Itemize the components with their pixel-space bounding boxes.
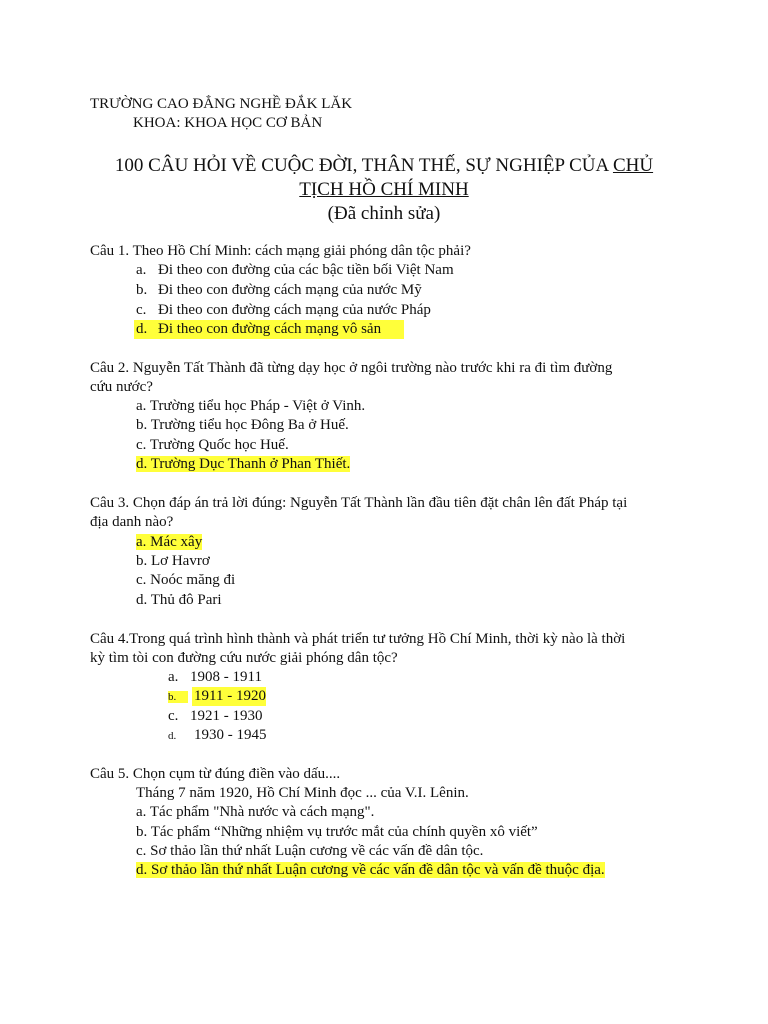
q4-option-b bbox=[168, 687, 266, 707]
q4-question-line1: Câu 4.Trong quá trình hình thành và phát triển tư tưởng Hồ Chí Minh, thời kỳ nào là thời bbox=[90, 631, 626, 647]
q1-option-b-text: Đi theo con đường cách mạng của nước Mỹ bbox=[158, 282, 422, 298]
q1-option-b bbox=[136, 281, 422, 300]
q4-option-c bbox=[168, 707, 263, 726]
q1-option-c-label: c. bbox=[136, 302, 147, 318]
q3-option-c: c. Noóc măng đi bbox=[136, 572, 236, 588]
q2-option-a: a. Trường tiểu học Pháp - Việt ở Vinh. bbox=[136, 398, 366, 414]
q4-option-c-text: 1921 - 1930 bbox=[190, 708, 263, 724]
q1-option-a-text: Đi theo con đường của các bậc tiền bối Việt Nam bbox=[158, 262, 454, 278]
q1-option-d-label: d. bbox=[136, 321, 148, 337]
q4-option-d-text: 1930 - 1945 bbox=[194, 727, 267, 743]
q1-question: Câu 1. Theo Hồ Chí Minh: cách mạng giải phóng dân tộc phải? bbox=[90, 243, 471, 259]
q4-option-c-label: c. bbox=[168, 708, 179, 724]
q5-option-a: a. Tác phẩm "Nhà nước và cách mạng". bbox=[136, 804, 375, 820]
q4-option-d-label: d. bbox=[168, 730, 177, 742]
q4-option-b-label: b. bbox=[168, 691, 188, 703]
q3-option-a: a. Mác xây bbox=[136, 534, 203, 550]
q1-option-a bbox=[136, 261, 454, 280]
q3-option-d: d. Thủ đô Pari bbox=[136, 592, 222, 608]
q5-prompt: Tháng 7 năm 1920, Hồ Chí Minh đọc ... của V.I. Lênin. bbox=[136, 785, 469, 801]
q1-option-b-label: b. bbox=[136, 282, 148, 298]
q5-question: Câu 5. Chọn cụm từ đúng điền vào dấu.... bbox=[90, 766, 341, 782]
q1-option-c-text: Đi theo con đường cách mạng của nước Pháp bbox=[158, 302, 431, 318]
q2-option-b: b. Trường tiểu học Đông Ba ở Huế. bbox=[136, 417, 349, 433]
q4-option-a-text: 1908 - 1911 bbox=[190, 669, 262, 685]
q5-option-c: c. Sơ thảo lần thứ nhất Luận cương về các vấn đề dân tộc. bbox=[136, 843, 484, 859]
q4-option-b-text: 1911 - 1920 bbox=[194, 688, 266, 704]
q2-question-line2: cứu nước? bbox=[90, 379, 153, 395]
q5-option-d: d. Sơ thảo lần thứ nhất Luận cương về các vấn đề dân tộc và vấn đề thuộc địa. bbox=[136, 862, 605, 878]
q2-question-line1: Câu 2. Nguyễn Tất Thành đã từng dạy học ở ngôi trường nào trước khi ra đi tìm đường bbox=[90, 360, 613, 376]
title-line2-text: TỊCH HỒ CHÍ MINH bbox=[299, 179, 469, 200]
q3-option-b: b. Lơ Havrơ bbox=[136, 553, 210, 569]
title-line1-underlined: CHỦ bbox=[612, 155, 654, 176]
title-subtitle: (Đã chỉnh sửa) bbox=[327, 203, 441, 224]
q2-option-c: c. Trường Quốc học Huế. bbox=[136, 437, 289, 453]
q4-option-a bbox=[168, 668, 262, 687]
title-line2 bbox=[84, 178, 684, 202]
q1-option-c bbox=[136, 301, 431, 320]
q2-option-d: d. Trường Dục Thanh ở Phan Thiết. bbox=[136, 456, 351, 472]
q3-question-line2: địa danh nào? bbox=[90, 514, 174, 530]
q1-option-d bbox=[134, 320, 404, 339]
q3-question-line1: Câu 3. Chọn đáp án trả lời đúng: Nguyễn Tất Thành lần đầu tiên đặt chân lên đất Pháp tại bbox=[90, 495, 628, 511]
q4-option-a-label: a. bbox=[168, 669, 179, 685]
q1-option-d-text: Đi theo con đường cách mạng vô sản bbox=[158, 321, 382, 337]
school-name: TRƯỜNG CAO ĐẲNG NGHỀ ĐẮK LĂK bbox=[90, 96, 353, 112]
q4-question-line2: kỳ tìm tòi con đường cứu nước giải phóng dân tộc? bbox=[90, 650, 398, 666]
document-title bbox=[84, 154, 684, 178]
title-line1: 100 CÂU HỎI VỀ CUỘC ĐỜI, THÂN THẾ, SỰ NGHIỆP CỦA bbox=[114, 155, 613, 176]
q4-option-d bbox=[168, 726, 267, 746]
q5-option-b: b. Tác phẩm “Những nhiệm vụ trước mắt của chính quyền xô viết” bbox=[136, 824, 538, 840]
faculty-name: KHOA: KHOA HỌC CƠ BẢN bbox=[133, 115, 323, 131]
q1-option-a-label: a. bbox=[136, 262, 147, 278]
